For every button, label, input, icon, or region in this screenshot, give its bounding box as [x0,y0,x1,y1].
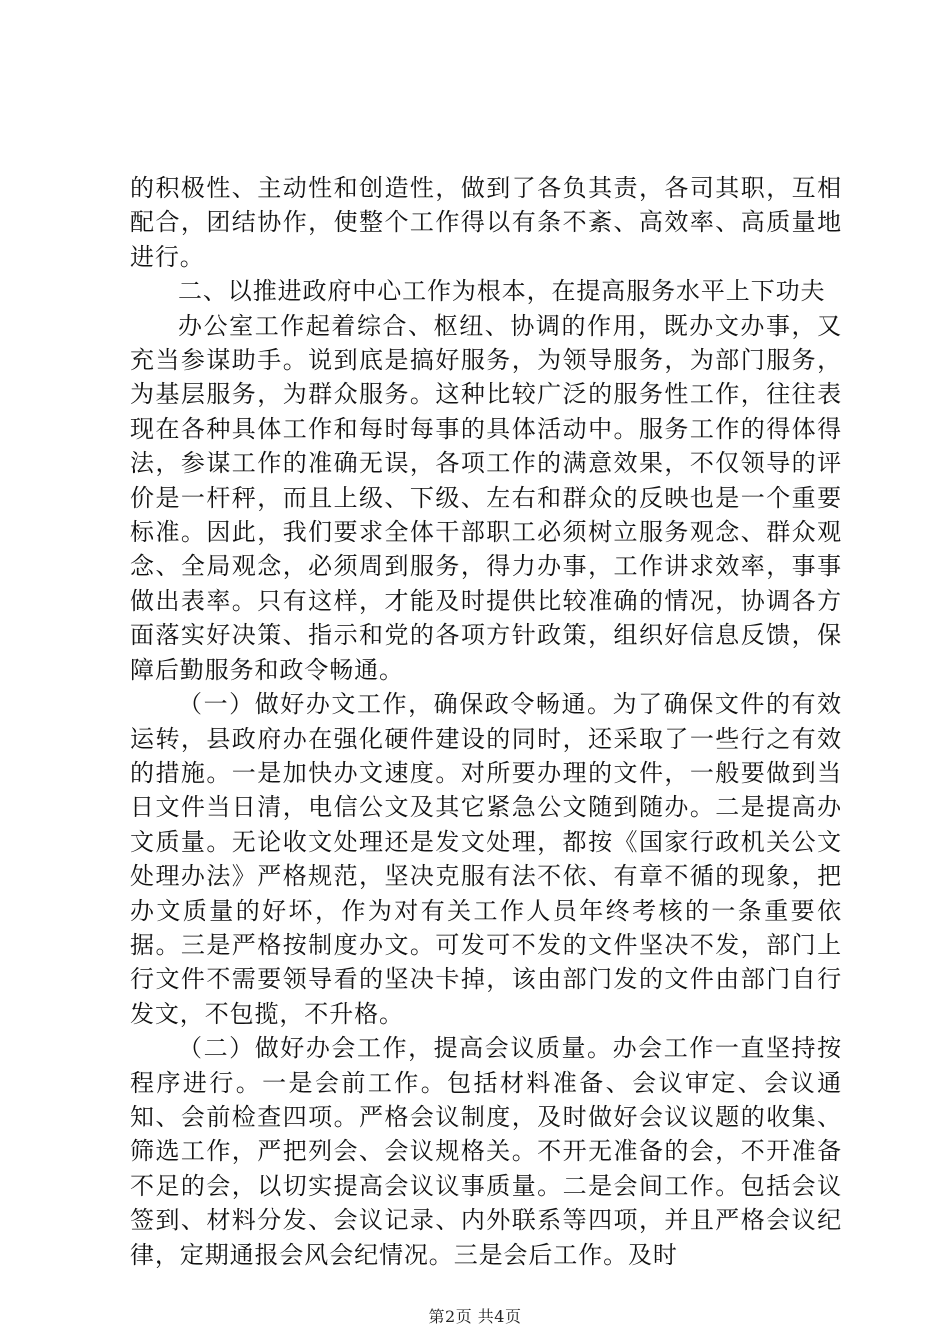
paragraph-continuation: 的积极性、主动性和创造性，做到了各负其责，各司其职，互相配合，团结协作，使整个工作得以有条不紊、高效率、高质量地进行。 [130,174,842,271]
paragraph-meeting-handling: （二）做好办会工作，提高会议质量。办会工作一直坚持按程序进行。一是会前工作。包括材料准备、会议审定、会议通知、会前检查四项。严格会议制度，及时做好会议议题的收集、筛选工作，严把列会、会议规格关。不开无准备的会，不开准备不足的会，以切实提高会议议事质量。二是会间工作。包括会议签到、材料分发、会议记录、内外联系等四项，并且严格会议纪律，定期通报会风会纪情况。三是会后工作。及时 [130,1034,842,1269]
document-body [130,171,842,1272]
page-footer: 第2页 共4页 [428,1307,522,1326]
paragraph-office-role: 办公室工作起着综合、枢纽、协调的作用，既办文办事，又充当参谋助手。说到底是搞好服务，为领导服务，为部门服务，为基层服务，为群众服务。这种比较广泛的服务性工作，往往表现在各种具体工作和每时每事的具体活动中。服务工作的得体得法，参谋工作的准确无误，各项工作的满意效果，不仅领导的评价是一杆秤，而且上级、下级、左右和群众的反映也是一个重要标准。因此，我们要求全体干部职工必须树立服务观念、群众观念、全局观念，必须周到服务，得力办事，工作讲求效率，事事做出表率。只有这样，才能及时提供比较准确的情况，协调各方面落实好决策、指示和党的各项方针政策，组织好信息反馈，保障后勤服务和政令畅通。 [130,311,842,684]
paragraph-document-handling: （一）做好办文工作，确保政令畅通。为了确保文件的有效运转，县政府办在强化硬件建设的同时，还采取了一些行之有效的措施。一是加快办文速度。对所要办理的文件，一般要做到当日文件当日清，电信公文及其它紧急公文随到随办。二是提高办文质量。无论收文处理还是发文处理，都按《国家行政机关公文处理办法》严格规范，坚决克服有法不依、有章不循的现象，把办文质量的好坏，作为对有关工作人员年终考核的一条重要依据。三是严格按制度办文。可发可不发的文件坚决不发，部门上行文件不需要领导看的坚决卡掉，该由部门发的文件由部门自行发文，不包揽，不升格。 [130,690,842,1028]
section-heading: 二、以推进政府中心工作为根本，在提高服务水平上下功夫 [178,277,826,306]
